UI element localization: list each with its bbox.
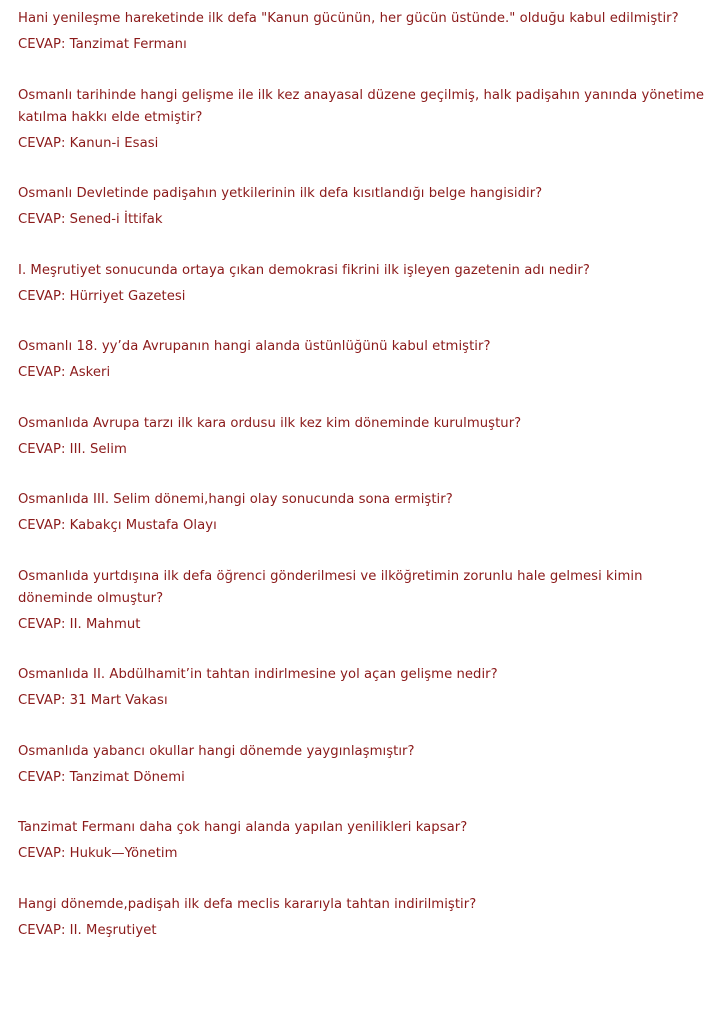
question-text: Osmanlıda yurtdışına ilk defa öğrenci gönderilmesi ve ilköğretimin zorunlu hale gelmesi kimin döneminde olmuştur? [18,568,643,606]
qa-item [18,183,712,231]
answer-text: CEVAP: III. Selim [18,441,127,457]
qa-item [18,566,712,636]
qa-item [18,741,712,789]
question-text: I. Meşrutiyet sonucunda ortaya çıkan demokrasi fikrini ilk işleyen gazetenin adı nedir? [18,262,590,278]
answer-text: CEVAP: Hukuk—Yönetim [18,846,178,861]
qa-item [18,413,712,461]
qa-item [18,260,712,308]
answer-text: CEVAP: Askeri [18,365,111,380]
answer-text: CEVAP: II. Meşrutiyet [18,922,157,938]
question-text: Osmanlıda yabancı okullar hangi dönemde yaygınlaşmıştır? [18,743,415,759]
qa-item [18,489,712,537]
question-text: Osmanlıda III. Selim dönemi,hangi olay sonucunda sona ermiştir? [18,492,453,507]
qa-item [18,894,712,942]
answer-text: CEVAP: Sened-i İttifak [18,212,163,227]
answer-text: CEVAP: Tanzimat Fermanı [18,37,187,52]
answer-text: CEVAP: Kabakçı Mustafa Olayı [18,518,217,533]
question-text: Osmanlı Devletinde padişahın yetkilerinin ilk defa kısıtlandığı belge hangisidir? [18,186,543,201]
question-text: Osmanlıda II. Abdülhamit’in tahtan indirlmesine yol açan gelişme nedir? [18,667,498,682]
question-text: Osmanlı 18. yy’da Avrupanın hangi alanda üstünlüğünü kabul etmiştir? [18,339,491,354]
question-text: Hangi dönemde,padişah ilk defa meclis kararıyla tahtan indirilmiştir? [18,896,477,912]
answer-text: CEVAP: Kanun-i Esasi [18,135,159,151]
question-text: Osmanlıda Avrupa tarzı ilk kara ordusu ilk kez kim döneminde kurulmuştur? [18,415,522,431]
answer-text: CEVAP: II. Mahmut [18,616,141,632]
qa-item [18,8,712,56]
question-text: Osmanlı tarihinde hangi gelişme ile ilk kez anayasal düzene geçilmiş, halk padişahın yanında yönetime katılma hakkı elde etmiştir? [18,87,705,125]
answer-text: CEVAP: Hürriyet Gazetesi [18,288,186,304]
answer-text: CEVAP: Tanzimat Dönemi [18,769,185,785]
qa-item [18,817,712,865]
document-page [18,8,712,970]
question-text: Hani yenileşme hareketinde ilk defa "Kanun gücünün, her gücün üstünde." olduğu kabul edilmiştir? [18,11,679,26]
qa-item [18,336,712,384]
question-text: Tanzimat Fermanı daha çok hangi alanda yapılan yenilikleri kapsar? [18,820,468,835]
qa-item [18,85,712,155]
qa-item [18,664,712,712]
answer-text: CEVAP: 31 Mart Vakası [18,693,168,708]
